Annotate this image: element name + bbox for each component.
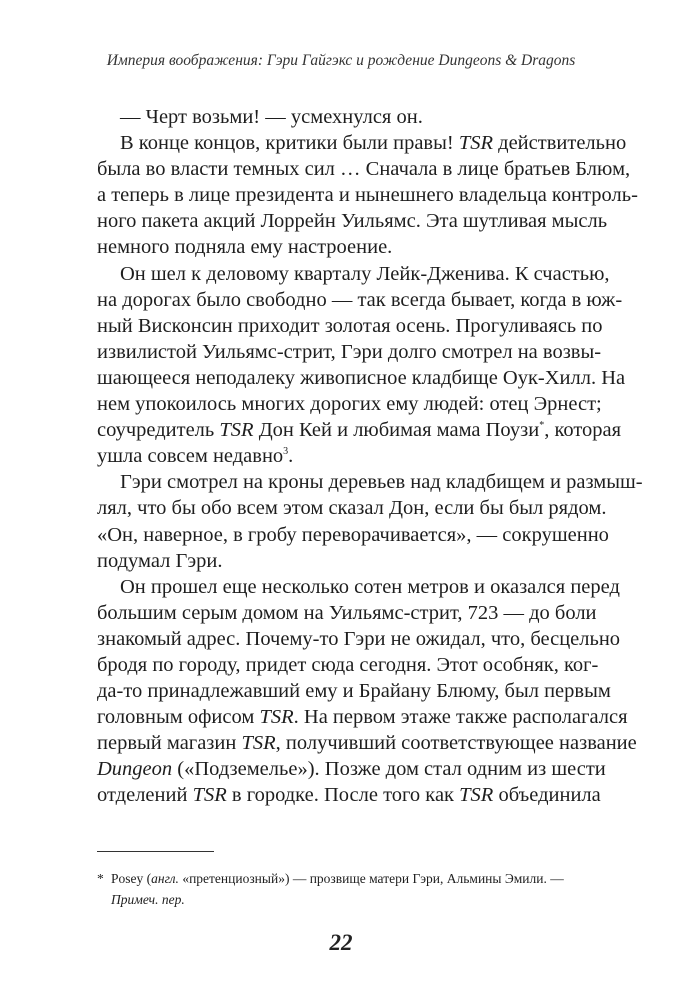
text-segment: на дорогах было свободно — так всегда бывает, когда в юж-: [97, 288, 623, 311]
text-segment: первый магазин: [97, 732, 242, 755]
body-text: [97, 104, 643, 809]
footnote-reference: 3: [283, 446, 289, 458]
text-line: [97, 652, 599, 678]
text-segment: Он прошел еще несколько сотен метров и оказался перед: [120, 575, 620, 598]
text-line: [97, 756, 606, 782]
text-segment: да-то принадлежавший ему и Брайану Блюму, был первым: [97, 680, 611, 703]
text-segment: Он шел к деловому кварталу Лейк-Дженива. К счастью,: [120, 262, 610, 285]
text-line: [97, 574, 620, 600]
text-segment: объединила: [493, 784, 601, 807]
text-segment: Гэри смотрел на кроны деревьев над кладбищем и размыш-: [120, 471, 643, 494]
text-line: [97, 261, 610, 287]
italic-text: TSR: [259, 706, 294, 729]
text-segment: «Он, наверное, в гробу переворачивается», — сокрушенно: [97, 523, 609, 546]
text-line: [97, 104, 575, 130]
text-segment: шающееся неподалеку живописное кладбище Оук-Хилл. На: [97, 366, 626, 389]
text-line: [97, 156, 631, 182]
text-segment: Дон Кей и любимая мама Поузи: [253, 419, 540, 442]
text-line: [97, 313, 603, 339]
text-segment: («Подземелье»). Позже дом стал одним из шести: [172, 758, 606, 781]
text-segment: В конце концов, критики были правы!: [120, 132, 459, 155]
text-line: [97, 443, 575, 469]
text-segment: была во власти темных сил … Сначала в лице братьев Блюм,: [97, 158, 631, 181]
text-segment: ного пакета акций Лоррейн Уильямс. Эта шутливая мысль: [97, 210, 608, 233]
text-segment: немного подняла ему настроение.: [97, 236, 393, 259]
footnote-text-cont: «претенциозный») — прозвище матери Гэри, Альмины Эмили. —: [178, 871, 564, 886]
text-segment: в городке. После того как: [226, 784, 460, 807]
italic-text: TSR: [459, 784, 494, 807]
text-line: [97, 208, 608, 234]
text-line: [97, 365, 626, 391]
text-line: [97, 234, 575, 260]
text-segment: соучредитель: [97, 419, 220, 442]
text-line: [97, 548, 575, 574]
text-segment: а теперь в лице президента и нынешнего владельца контроль-: [97, 184, 638, 207]
text-line: [97, 130, 627, 156]
text-segment: . На первом этаже также располагался: [293, 706, 628, 729]
footnote: [97, 868, 577, 910]
text-segment: большим серым домом на Уильямс-стрит, 723 — до боли: [97, 601, 597, 624]
text-segment: лял, что бы обо всем этом сказал Дон, если бы был рядом.: [97, 497, 607, 520]
text-line: [97, 704, 628, 730]
text-line: [97, 339, 602, 365]
text-segment: нем упокоилось многих дорогих ему людей: отец Эрнест;: [97, 393, 602, 416]
footnote-mark: *: [97, 871, 104, 886]
text-line: [97, 391, 602, 417]
text-line: [97, 730, 637, 756]
text-line: [97, 469, 643, 495]
text-line: [97, 287, 623, 313]
text-segment: , получивший соответствующее название: [275, 732, 637, 755]
text-segment: ушла совсем недавно: [97, 445, 284, 468]
text-line: [97, 678, 611, 704]
italic-text: TSR: [241, 732, 276, 755]
text-segment: ный Висконсин приходит золотая осень. Прогуливаясь по: [97, 314, 603, 337]
text-segment: головным офисом: [97, 706, 260, 729]
footnote-divider: [97, 851, 214, 852]
italic-text: TSR: [458, 132, 494, 155]
italic-text: Dungeon: [97, 758, 173, 781]
text-line: [97, 626, 621, 652]
text-line: [97, 495, 607, 521]
text-line: [97, 782, 601, 808]
footnote-text: Posey (: [111, 871, 152, 886]
page-number: 22: [329, 930, 353, 955]
text-segment: извилистой Уильямс-стрит, Гэри долго смотрел на возвы-: [97, 340, 602, 363]
text-segment: бродя по городу, придет сюда сегодня. Этот особняк, ког-: [97, 653, 599, 676]
italic-text: TSR: [192, 784, 227, 807]
text-line: [97, 522, 609, 548]
text-line: [97, 182, 638, 208]
text-segment: знакомый адрес. Почему-то Гэри не ожидал, что, бесцельно: [97, 627, 621, 650]
footnote-line-2: Примеч. пер.: [111, 892, 185, 907]
text-segment: отделений: [97, 784, 193, 807]
text-segment: .: [288, 445, 294, 468]
footnote-line-1: [97, 868, 577, 889]
running-head: Империя воображения: Гэри Гайгэкс и рождение Dungeons & Dragons: [106, 52, 576, 69]
text-segment: , которая: [544, 419, 622, 442]
text-segment: подумал Гэри.: [97, 549, 223, 572]
footnote-reference: *: [539, 420, 545, 432]
text-segment: — Черт возьми! — усмехнулся он.: [120, 106, 423, 128]
text-line: [97, 417, 622, 443]
text-line: [97, 600, 597, 626]
footnote-abbrev: англ.: [151, 871, 179, 886]
italic-text: TSR: [219, 419, 254, 442]
text-segment: действительно: [493, 132, 627, 155]
